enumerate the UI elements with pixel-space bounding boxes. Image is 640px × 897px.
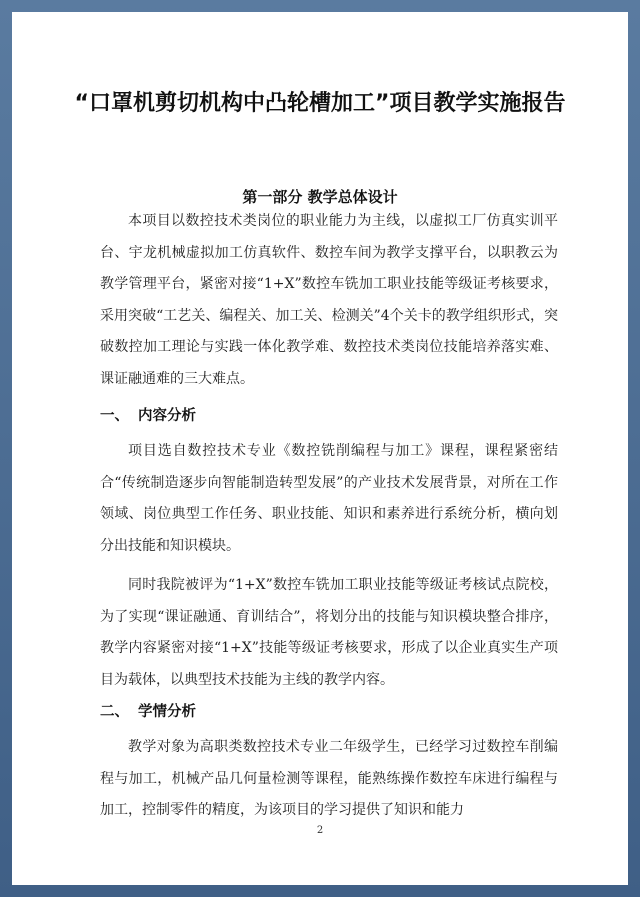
section-number: 二、 (100, 704, 129, 720)
section-heading-label: 学情分析 (138, 704, 196, 720)
intro-paragraph: 本项目以数控技术类岗位的职业能力为主线，以虚拟工厂仿真实训平台、宇龙机械虚拟加工仿真软件、数控车间为教学支撑平台，以职教云为教学管理平台，紧密对接“1+X”数控车铣加工职业技能等级证考核要求，采用突破“工艺关、编程关、加工关、检测关”4个关卡的教学组织形式，突破数控加工理论与实践一体化教学难、数控技术类岗位技能培养落实难、课证融通难的三大难点。 (100, 213, 558, 387)
part-title: 第一部分 教学总体设计 (242, 188, 398, 206)
learner-paragraph-1: 教学对象为高职类数控技术专业二年级学生，已经学习过数控车削编程与加工，机械产品几何量检测等课程，能熟练操作数控车床进行编程与加工，控制零件的精度，为该项目的学习提供了知识和能力 (100, 739, 558, 818)
page-number: 2 (316, 825, 324, 836)
section-heading-learner-analysis (100, 700, 558, 724)
section-heading-label: 内容分析 (138, 408, 196, 424)
content-paragraph-1: 项目选自数控技术专业《数控铣削编程与加工》课程，课程紧密结合“传统制造逐步向智能制造转型发展”的产业技术发展背景，对所在工作领域、岗位典型工作任务、职业技能、知识和素养进行系统分析，横向划分出技能和知识模块。 (100, 443, 558, 554)
document-page (12, 12, 628, 885)
document-title: “口罩机剪切机构中凸轮槽加工”项目教学实施报告 (74, 91, 566, 116)
section-number: 一、 (100, 408, 129, 424)
content-paragraph-2: 同时我院被评为“1+X”数控车铣加工职业技能等级证考核试点院校，为了实现“课证融通、育训结合”，将划分出的技能与知识模块整合排序，教学内容紧密对接“1+X”技能等级证考核要求，形成了以企业真实生产项目为载体，以典型技术技能为主线的教学内容。 (100, 577, 558, 688)
section-heading-content-analysis (100, 404, 558, 428)
